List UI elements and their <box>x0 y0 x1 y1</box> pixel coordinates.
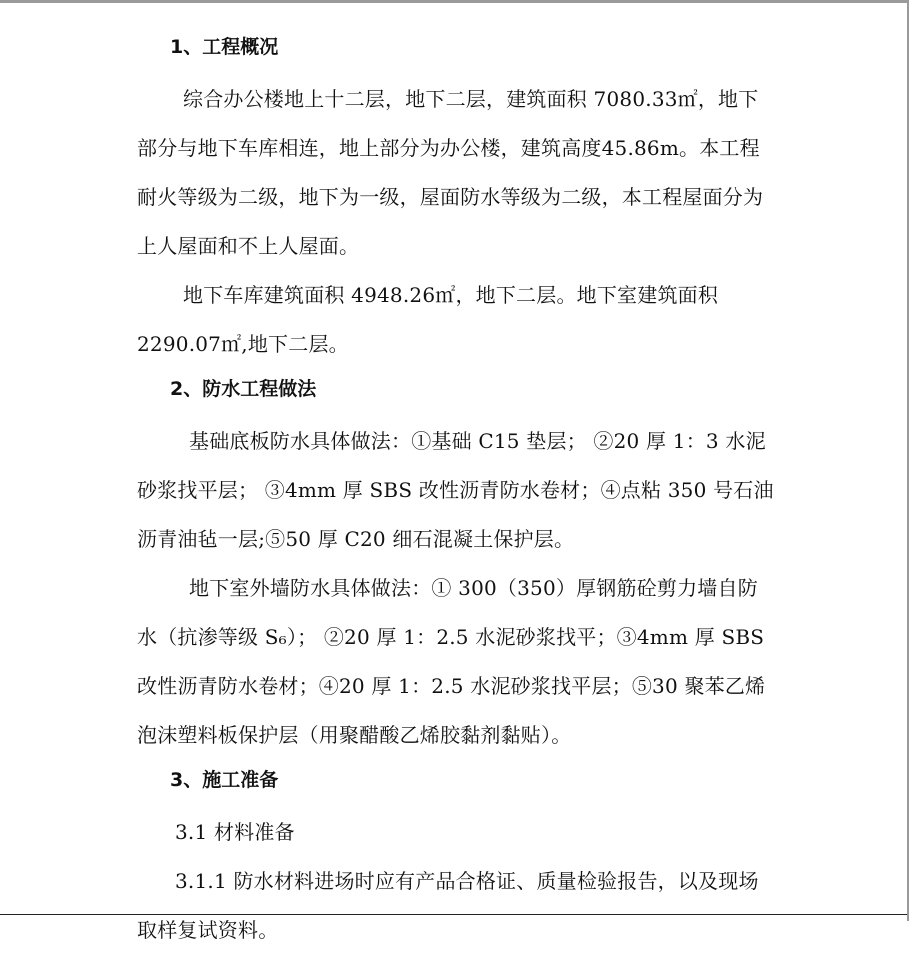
paragraph-overview-garage: 地下车库建筑面积 4948.26㎡，地下二层。地下室建筑面积2290.07㎡,地下二层。 <box>137 283 719 356</box>
paragraph-exterior-wall-method: 地下室外墙防水具体做法：① 300（350）厚钢筋砼剪力墙自防水（抗渗等级 S₆）； ②20 厚 1：2.5 水泥砂浆找平；③4mm 厚 SBS 改性沥青防水卷材；④20 厚 1：2.5 水泥砂浆找平层；⑤30 聚苯乙烯泡沫塑料板保护层（用聚醋酸乙烯胶黏剂黏贴）。 <box>137 576 766 747</box>
page-bottom-divider <box>0 914 907 915</box>
paragraph-overview-building: 综合办公楼地上十二层，地下二层，建筑面积 7080.33㎡，地下部分与地下车库相连，地上部分为办公楼，建筑高度45.86m。本工程耐火等级为二级，地下为一级，屋面防水等级为二级，本工程屋面分为上人屋面和不上人屋面。 <box>137 87 764 258</box>
document-body <box>137 27 777 955</box>
section-heading-preparation: 3、施工准备 <box>170 769 279 791</box>
paragraph-floor-slab-method: 基础底板防水具体做法：①基础 C15 垫层； ②20 厚 1：3 水泥砂浆找平层； ③4mm 厚 SBS 改性沥青防水卷材；④点粘 350 号石油沥青油毡一层;⑤50 厚 C20 细石混凝土保护层。 <box>137 429 774 551</box>
subheading-materials: 3.1 材料准备 <box>175 820 295 844</box>
paragraph-materials-certificates: 3.1.1 防水材料进场时应有产品合格证、质量检验报告，以及现场取样复试资料。 <box>137 869 759 942</box>
section-heading-overview: 1、工程概况 <box>170 36 279 58</box>
section-heading-waterproofing: 2、防水工程做法 <box>170 378 317 400</box>
